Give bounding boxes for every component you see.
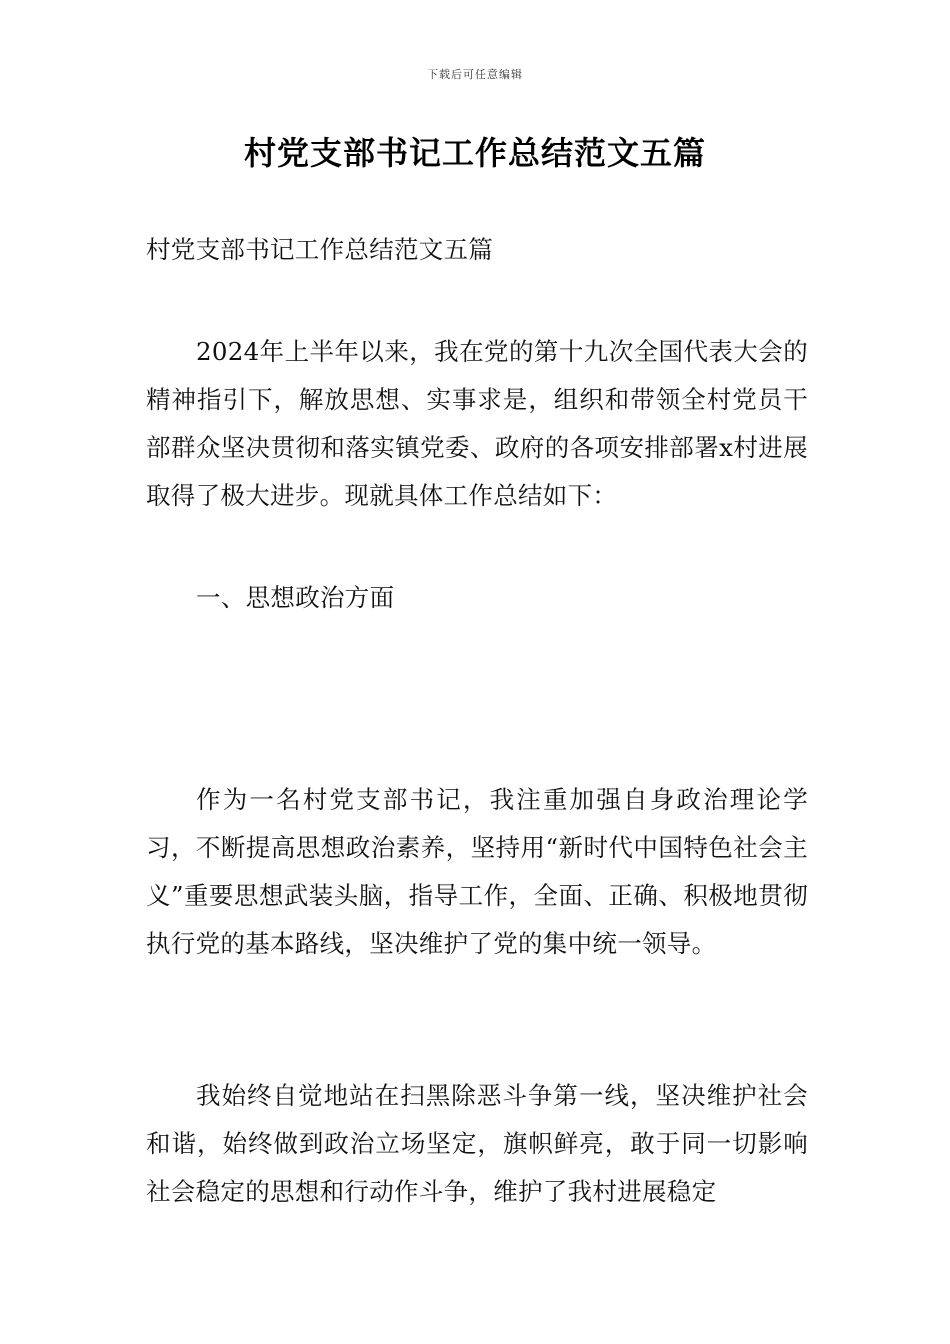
- paragraph-political-study: 作为一名村党支部书记，我注重加强自身政治理论学习，不断提高思想政治素养，坚持用“新时代中国特色社会主义”重要思想武装头脑，指导工作，全面、正确、积极地贯彻执行党的基本路线，坚决维护了党的集中统一领导。: [146, 785, 808, 958]
- header-note: 下载后可任意编辑: [427, 68, 523, 81]
- document-title: 村党支部书记工作总结范文五篇: [243, 134, 706, 172]
- paragraph-intro: 2024年上半年以来，我在党的第十九次全国代表大会的精神指引下，解放思想、实事求是，组织和带领全村党员干部群众坚决贯彻和落实镇党委、政府的各项安排部署x村进展取得了极大进步。现就具体工作总结如下：: [146, 337, 808, 510]
- section-heading: 一、思想政治方面: [196, 583, 395, 612]
- document-subtitle: 村党支部书记工作总结范文五篇: [146, 235, 494, 264]
- paragraph-social-stability: 我始终自觉地站在扫黑除恶斗争第一线，坚决维护社会和谐，始终做到政治立场坚定，旗帜鲜亮，敢于同一切影响社会稳定的思想和行动作斗争，维护了我村进展稳定: [146, 1081, 808, 1206]
